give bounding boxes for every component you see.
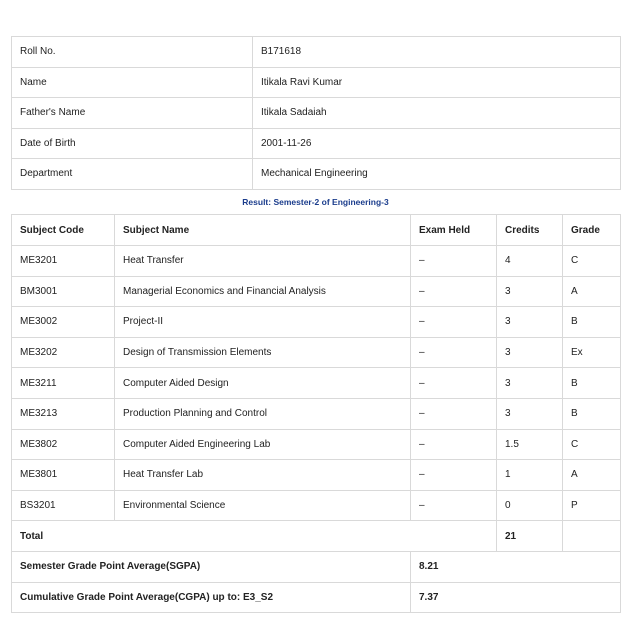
credits: 1.5 [497, 429, 563, 460]
total-grade-cell [563, 521, 621, 552]
grade: A [563, 276, 621, 307]
info-value: Itikala Ravi Kumar [253, 67, 621, 98]
credits: 3 [497, 398, 563, 429]
subject-row [12, 429, 621, 460]
header-credits: Credits [497, 215, 563, 246]
subject-name: Production Planning and Control [115, 398, 411, 429]
credits: 4 [497, 246, 563, 277]
credits: 0 [497, 490, 563, 521]
info-value: Itikala Sadaiah [253, 98, 621, 129]
info-label: Name [12, 67, 253, 98]
info-value: B171618 [253, 37, 621, 68]
info-row-fathers-name [12, 98, 621, 129]
subject-name: Computer Aided Engineering Lab [115, 429, 411, 460]
result-caption: Result: Semester-2 of Engineering-3 [242, 197, 389, 207]
subject-code: ME3201 [12, 246, 115, 277]
cgpa-label: Cumulative Grade Point Average(CGPA) up to: E3_S2 [12, 582, 411, 613]
credits: 3 [497, 368, 563, 399]
info-row-date-of-birth [12, 128, 621, 159]
cgpa-value: 7.37 [411, 582, 621, 613]
subject-code: ME3213 [12, 398, 115, 429]
info-value: 2001-11-26 [253, 128, 621, 159]
subject-code: ME3202 [12, 337, 115, 368]
subject-row [12, 368, 621, 399]
credits: 3 [497, 307, 563, 338]
info-value: Mechanical Engineering [253, 159, 621, 190]
marks-header-row [12, 215, 621, 246]
subject-name: Heat Transfer [115, 246, 411, 277]
info-label: Roll No. [12, 37, 253, 68]
info-label: Father's Name [12, 98, 253, 129]
subject-row [12, 460, 621, 491]
grade: C [563, 429, 621, 460]
subject-row [12, 246, 621, 277]
exam-held: – [411, 246, 497, 277]
sgpa-value: 8.21 [411, 551, 621, 582]
subject-name: Project-II [115, 307, 411, 338]
info-row-name [12, 67, 621, 98]
total-row [12, 521, 621, 552]
subject-name: Computer Aided Design [115, 368, 411, 399]
sgpa-label: Semester Grade Point Average(SGPA) [12, 551, 411, 582]
student-info-table [11, 36, 621, 190]
credits: 3 [497, 337, 563, 368]
total-label: Total [12, 521, 497, 552]
subject-code: ME3801 [12, 460, 115, 491]
subject-code: ME3002 [12, 307, 115, 338]
header-exam-held: Exam Held [411, 215, 497, 246]
exam-held: – [411, 368, 497, 399]
grade: P [563, 490, 621, 521]
subject-name: Heat Transfer Lab [115, 460, 411, 491]
credits: 1 [497, 460, 563, 491]
credits: 3 [497, 276, 563, 307]
subject-name: Environmental Science [115, 490, 411, 521]
subject-code: BM3001 [12, 276, 115, 307]
header-grade: Grade [563, 215, 621, 246]
subject-name: Managerial Economics and Financial Analysis [115, 276, 411, 307]
info-label: Department [12, 159, 253, 190]
grade: C [563, 246, 621, 277]
info-row-department [12, 159, 621, 190]
total-credits: 21 [497, 521, 563, 552]
subject-name: Design of Transmission Elements [115, 337, 411, 368]
grade: B [563, 398, 621, 429]
exam-held: – [411, 307, 497, 338]
exam-held: – [411, 429, 497, 460]
exam-held: – [411, 490, 497, 521]
marks-table [11, 214, 621, 613]
subject-row [12, 398, 621, 429]
sgpa-row [12, 551, 621, 582]
header-subject-name: Subject Name [115, 215, 411, 246]
exam-held: – [411, 276, 497, 307]
grade: B [563, 307, 621, 338]
subject-code: ME3802 [12, 429, 115, 460]
subject-row [12, 337, 621, 368]
grade: B [563, 368, 621, 399]
grade: A [563, 460, 621, 491]
header-subject-code: Subject Code [12, 215, 115, 246]
info-label: Date of Birth [12, 128, 253, 159]
info-row-roll-no [12, 37, 621, 68]
subject-row [12, 276, 621, 307]
subject-code: ME3211 [12, 368, 115, 399]
grade: Ex [563, 337, 621, 368]
cgpa-row [12, 582, 621, 613]
exam-held: – [411, 460, 497, 491]
subject-row [12, 307, 621, 338]
subject-row [12, 490, 621, 521]
subject-code: BS3201 [12, 490, 115, 521]
exam-held: – [411, 398, 497, 429]
exam-held: – [411, 337, 497, 368]
